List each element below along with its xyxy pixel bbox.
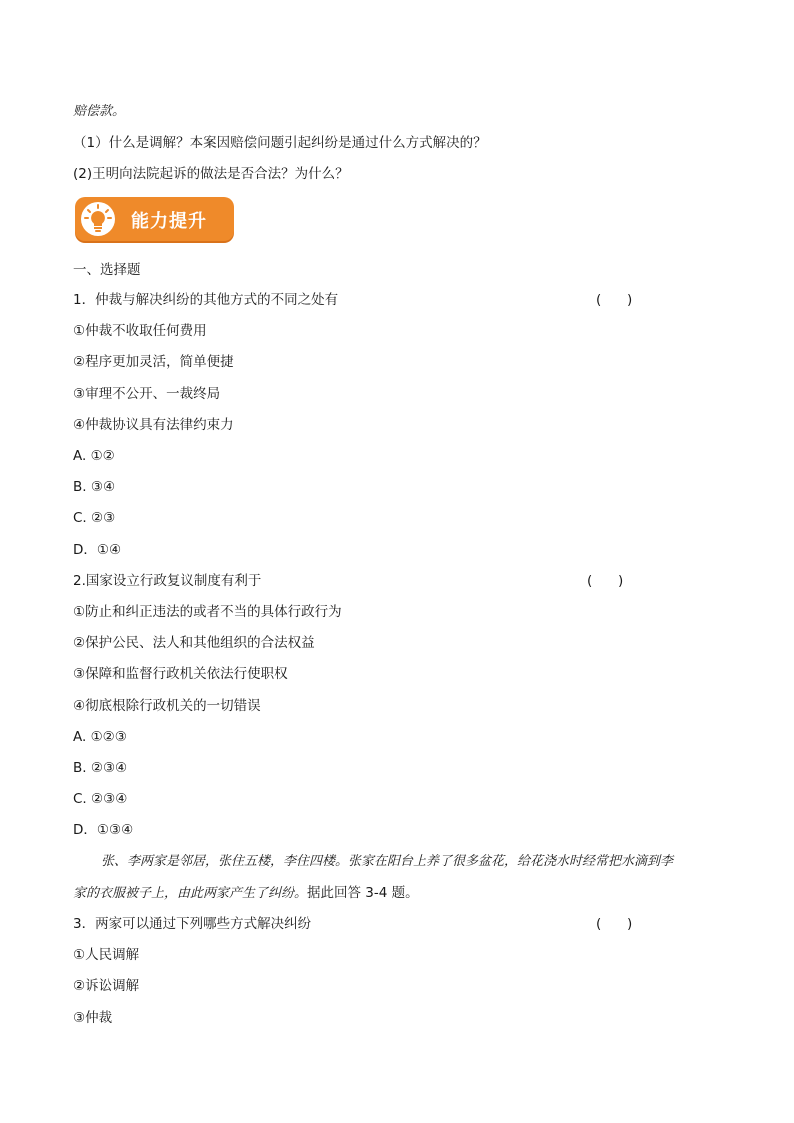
statement-item: ③仲裁 [73,1010,113,1026]
statement-item: ②诉讼调解 [73,978,140,994]
answer-option: C. ②③④ [73,791,128,807]
question-2-stem: 2.国家设立行政复议制度有利于 [73,573,262,589]
answer-bracket: ( ) [596,292,633,308]
statement-item: ③审理不公开、一裁终局 [73,386,221,402]
statement-item: ①仲裁不收取任何费用 [73,323,207,339]
intro-tail: 赔偿款。 [73,104,126,119]
passage-line-2-instruction: 据此回答 3-4 题。 [307,885,419,901]
passage-line-1: 张、李两家是邻居，张住五楼，李住四楼。张家在阳台上养了很多盆花，给花浇水时经常把水滴到李 [101,854,674,869]
answer-option: C. ②③ [73,510,116,526]
answer-option: A. ①② [73,448,115,464]
answer-option: D．①③④ [73,822,134,838]
answer-option: A. ①②③ [73,729,127,745]
section-heading: 一、选择题 [73,262,141,278]
statement-item: ②程序更加灵活，简单便捷 [73,354,234,370]
statement-item: ①人民调解 [73,947,140,963]
statement-item: ④彻底根除行政机关的一切错误 [73,698,261,714]
answer-bracket: ( ) [587,573,624,589]
answer-option: B. ③④ [73,479,116,495]
statement-item: ①防止和纠正违法的或者不当的具体行政行为 [73,604,342,620]
banner-title: 能力提升 [131,211,207,232]
passage-line-2-story: 家的衣服被子上，由此两家产生了纠纷。 [73,886,308,901]
question-1-stem: 1．仲裁与解决纠纷的其他方式的不同之处有 [73,292,339,308]
statement-item: ④仲裁协议具有法律约束力 [73,417,234,433]
section-banner [75,197,234,241]
lightbulb-icon [81,202,115,236]
question-3-stem: 3．两家可以通过下列哪些方式解决纠纷 [73,916,312,932]
statement-item: ③保障和监督行政机关依法行使职权 [73,666,288,682]
intro-question-1: （1）什么是调解？本案因赔偿问题引起纠纷是通过什么方式解决的？ [73,135,487,151]
answer-option: B. ②③④ [73,760,128,776]
intro-question-2: (2)王明向法院起诉的做法是否合法？为什么？ [73,166,349,182]
answer-bracket: ( ) [596,916,633,932]
statement-item: ②保护公民、法人和其他组织的合法权益 [73,635,315,651]
answer-option: D．①④ [73,542,122,558]
passage-line-2 [73,884,419,903]
